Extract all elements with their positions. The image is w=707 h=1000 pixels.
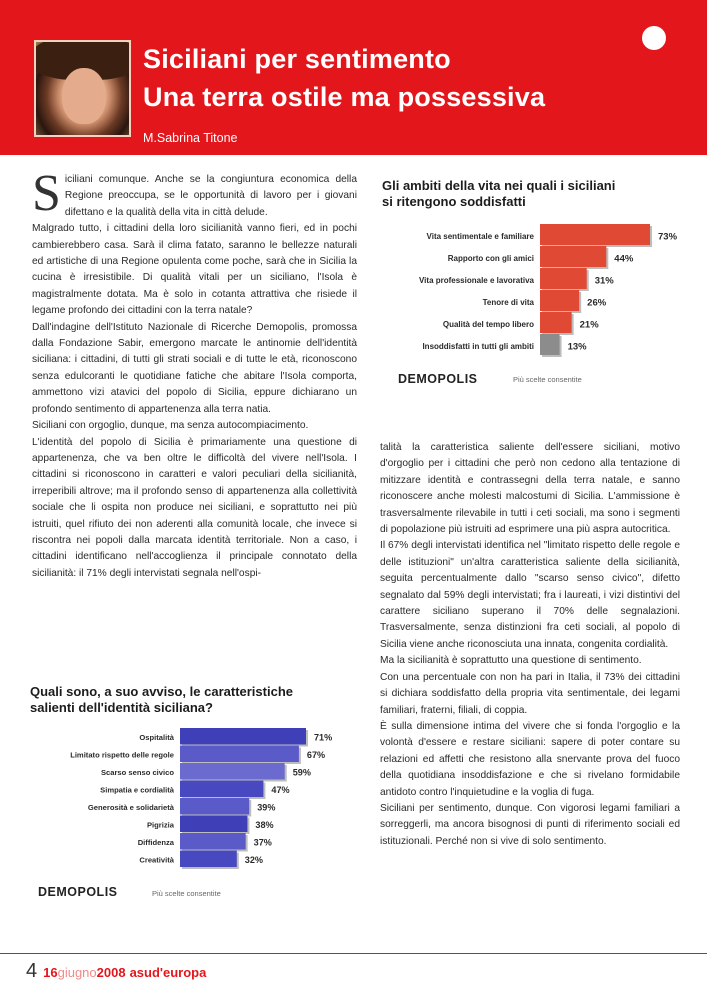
bar <box>180 781 263 798</box>
bar <box>540 246 606 267</box>
satisfaction-chart <box>382 178 692 388</box>
value-label: 37% <box>253 837 272 848</box>
footer-rule <box>0 953 707 954</box>
category-label: Insoddisfatti in tutti gli ambiti <box>422 341 534 351</box>
identity-chart <box>30 684 360 884</box>
category-label: Ospitalità <box>139 732 174 742</box>
paragraph: L'identità del popolo di Sicilia è primariamente una questione di appartenenza, che va ben oltre le difficoltà del vivere nell'Isola. I cittadini si riconoscono in caratteri e valori peculiari della sicilianità, irreperibili altrove; ma il profondo senso di appartenenza alla collettività sociale che li ospita non produce nei siciliani, e soprattutto nei più istruiti, quel rifiuto dei non aderenti alla comunità locale, che invece si riscontra nei popoli dalla marcata identità territoriale. Non a caso, i cittadini identificano nell'accoglienza il principale connotato della sicilianità: il 71% degli intervistati segnala nell'ospi- <box>32 436 357 579</box>
category-label: Simpatia e cordialità <box>100 785 174 795</box>
value-label: 32% <box>244 854 263 865</box>
paragraph: talità la caratteristica saliente dell'essere siciliani, motivo d'orgoglio per i cittadini che però non cedono alla tentazione di mitizzare identità e contrassegni della terra natale, e sanno riconoscere anche molesti malcostumi di Sicilia. L'ammissione è trasversalmente rilevabile in tutti i ceti sociali, ma sono i segmenti di popolazione più istruiti ad esprimere una più aspra autocritica. <box>380 442 680 536</box>
paragraph: Siciliani con orgoglio, dunque, ma senza autocompiacimento. <box>32 420 309 432</box>
chart-note: Più scelte consentite <box>152 889 221 898</box>
value-label: 13% <box>567 341 587 353</box>
issue-day: 16 <box>43 965 58 980</box>
value-label: 47% <box>271 784 290 795</box>
value-label: 39% <box>257 802 276 813</box>
paragraph: Ma la sicilianità è soprattutto una questione di sentimento. <box>380 655 642 667</box>
subheadline: Una terra ostile ma possessiva <box>143 82 546 112</box>
category-label: Diffidenza <box>137 837 174 847</box>
category-label: Rapporto con gli amici <box>447 253 534 263</box>
category-label: Limitato rispetto delle regole <box>70 750 174 760</box>
bar <box>540 224 650 245</box>
identity-chart-plot <box>30 728 360 888</box>
paragraph: Il 67% degli intervistati identifica nel "limitato rispetto delle regole e delle istituzioni" un'altra caratteristica saliente della sicilianità, seguita percentualmente dallo "scarso senso civico", difetto segnalato dal 59% degli intervistati; fra i laureati, i vizi distintivi del carattere siciliano superano il 70% delle segnalazioni. Trasversalmente, senza distinzioni fra ceti sociali, al popolo di Sicilia viene anche riconosciuta una innata, congenita cordialità. <box>380 540 680 650</box>
category-label: Generosità e solidarietà <box>87 802 174 812</box>
value-label: 26% <box>587 297 607 309</box>
article-column-right <box>380 440 680 850</box>
article-column-left <box>32 165 357 582</box>
demopolis-logo: DEMOPOLIS <box>398 372 478 386</box>
bar <box>540 312 572 333</box>
value-label: 67% <box>306 749 326 760</box>
bar <box>180 763 285 780</box>
author-byline: M.Sabrina Titone <box>143 131 238 145</box>
dropcap: S <box>32 165 61 222</box>
value-label: 73% <box>658 231 678 243</box>
value-label: 71% <box>314 732 333 743</box>
bar <box>540 268 587 289</box>
value-label: 21% <box>579 319 599 331</box>
headline: Siciliani per sentimento <box>143 44 451 74</box>
bar <box>180 833 246 850</box>
bar <box>180 816 247 833</box>
circle-ornament-icon <box>642 26 666 50</box>
bar <box>180 798 249 815</box>
paragraph: Siciliani per sentimento, dunque. Con vigorosi legami familiari a sorreggerli, ma ancora bisognosi di punti di riferimento sociali ed istituzionali. Perché non si vive di solo sentimento. <box>380 802 680 847</box>
paragraph: Malgrado tutto, i cittadini della loro sicilianità vanno fieri, ed in pochi cambierebbero casa. Sarà il clima fatato, saranno le bellezze naturali ed artistiche di una Regione opulenta come poche, sarà che in Sicilia la cucina è irresistibile. Di qualità vitali per un siciliano, l'Isola è magistralmente dotata. Ma è solo in cotanta attrattiva che risiede il legame profondo dei cittadini con la terra natale? <box>32 223 357 317</box>
chart-note: Più scelte consentite <box>513 375 582 384</box>
bar <box>180 851 237 868</box>
bar <box>180 728 306 745</box>
paragraph: È sulla dimensione intima del vivere che si fonda l'orgoglio e la volontà d'essere e restare siciliani: sapere di poter contare su relazioni ed affetti che resistono alla snervante prova del fuoco della quotidiana insoddisfazione e che si rivelano formidabile antidoto contro l'inquietudine e la voglia di fuga. <box>380 720 680 798</box>
demopolis-logo: DEMOPOLIS <box>38 885 118 899</box>
category-label: Creatività <box>139 855 174 865</box>
author-photo <box>34 40 131 137</box>
bar <box>540 334 560 355</box>
bar <box>540 290 579 311</box>
category-label: Vita sentimentale e familiare <box>426 231 534 241</box>
issue-year: 2008 <box>96 965 126 980</box>
paragraph: iciliani comunque. Anche se la congiuntura economica della Regione preoccupa, se le opportunità di lavoro per i giovani difettano e la qualità della vita in città delude. <box>64 174 357 218</box>
value-label: 44% <box>614 253 634 265</box>
value-label: 38% <box>255 819 274 830</box>
category-label: Tenore di vita <box>482 297 534 307</box>
article-header <box>0 0 707 155</box>
value-label: 59% <box>292 767 311 778</box>
category-label: Scarso senso civico <box>100 767 174 777</box>
category-label: Vita professionale e lavorativa <box>418 275 534 285</box>
satisfaction-chart-plot <box>382 224 692 384</box>
magazine-name: asud'europa <box>129 965 207 980</box>
paragraph: Dall'indagine dell'Istituto Nazionale di Ricerche Demopolis, promossa dalla Fondazione Sabir, emergono marcate le antinomie dell'identità siciliana: i cittadini, di tutti gli strati sociali e di tutte le età, riconoscono senza edulcoranti le quotidiane fatiche che abitare l'Isola comporta, ammettono vizi atavici del popolo di Sicilia, eppure dichiarano un profondo sentimento di appartenenza alla terra natia. <box>32 321 357 415</box>
chart-title: Gli ambiti della vita nei quali i siciliani si ritengono soddisfatti <box>382 178 616 209</box>
page-footer <box>26 960 206 983</box>
page-number: 4 <box>26 960 38 982</box>
bar <box>180 746 299 763</box>
category-label: Qualità del tempo libero <box>442 319 534 329</box>
category-label: Pigrizia <box>146 820 174 830</box>
chart-title: Quali sono, a suo avviso, le caratteristiche salienti dell'identità siciliana? <box>30 684 293 715</box>
paragraph: Con una percentuale con non ha pari in Italia, il 73% dei cittadini si dichiara soddisfatto della propria vita sentimentale, dei legami familiari, fraterni, filiali, di coppia. <box>380 671 680 716</box>
issue-month: giugno <box>57 965 97 980</box>
value-label: 31% <box>594 275 614 287</box>
